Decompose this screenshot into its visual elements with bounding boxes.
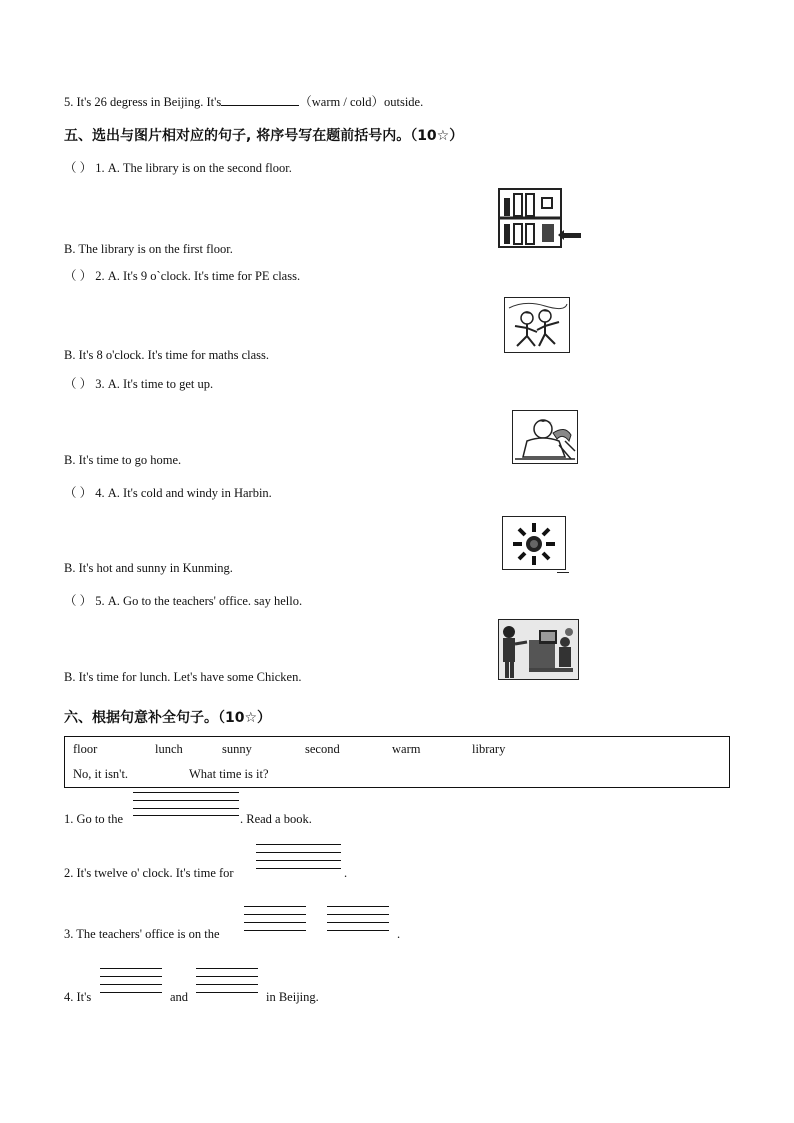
s5-item2-option-a: 2. A. It's 9 o`clock. It's time for PE class. bbox=[95, 269, 301, 283]
s5-item4-option-b: B. It's hot and sunny in Kunming. bbox=[64, 561, 233, 575]
s5-item1-option-b: B. The library is on the first floor. bbox=[64, 242, 233, 256]
s5-item5-bracket[interactable]: （ ） bbox=[64, 594, 93, 608]
s5-item5-option-b: B. It's time for lunch. Let's have some Chicken. bbox=[64, 670, 302, 684]
boy-waking-icon bbox=[512, 410, 578, 464]
s6-sentence4-middle: and bbox=[170, 990, 189, 1004]
s6-sentence4-before: 4. It's bbox=[64, 990, 92, 1004]
word-bank-floor: floor bbox=[73, 742, 98, 756]
s6-sentence4-blank-1[interactable] bbox=[100, 968, 162, 993]
s5-item2-a-line bbox=[64, 266, 300, 284]
s5-item5-a-line bbox=[64, 591, 302, 609]
s5-item3-bracket[interactable]: （ ） bbox=[64, 377, 93, 391]
s5-item3-option-b: B. It's time to go home. bbox=[64, 453, 182, 467]
s6-sentence3-blank-2[interactable] bbox=[327, 906, 389, 931]
s6-sentence4-blank-2[interactable] bbox=[196, 968, 258, 993]
s6-sentence2-before: 2. It's twelve o' clock. It's time for bbox=[64, 866, 234, 880]
s5-item2-bracket[interactable]: （ ） bbox=[64, 269, 93, 283]
s5-item5-option-a: 5. A. Go to the teachers' office. say hello. bbox=[95, 594, 303, 608]
sun-icon bbox=[502, 516, 566, 570]
prev-q5-before: 5. It's 26 degress in Beijing. It's bbox=[64, 95, 222, 109]
word-bank-lunch: lunch bbox=[155, 742, 183, 756]
library-building-icon bbox=[498, 188, 562, 248]
word-bank-library: library bbox=[472, 742, 506, 756]
sun-caption-mark bbox=[557, 572, 569, 573]
prev-q5-after: （warm / cold）outside. bbox=[299, 95, 424, 109]
prev-q5-blank[interactable] bbox=[221, 93, 299, 106]
s6-sentence1-before: 1. Go to the bbox=[64, 812, 124, 826]
s6-sentence3-after: . bbox=[397, 927, 401, 941]
word-bank-warm: warm bbox=[392, 742, 421, 756]
s5-item4-option-a: 4. A. It's cold and windy in Harbin. bbox=[95, 486, 272, 500]
s6-sentence4-after: in Beijing. bbox=[266, 990, 319, 1004]
s6-sentence2-blank[interactable] bbox=[256, 844, 341, 869]
s5-item1-bracket[interactable]: （ ） bbox=[64, 161, 93, 175]
s6-sentence2-after: . bbox=[344, 866, 348, 880]
word-bank-box bbox=[64, 736, 730, 788]
section6-title: 六、根据句意补全句子。（10☆） bbox=[64, 710, 272, 726]
word-bank-phrase-1: No, it isn't. bbox=[73, 767, 129, 781]
s6-sentence3-blank-1[interactable] bbox=[244, 906, 306, 931]
s5-item3-a-line bbox=[64, 374, 213, 392]
word-bank-phrase-2: What time is it? bbox=[189, 767, 269, 781]
section5-title: 五、选出与图片相对应的句子, 将序号写在题前括号内。（10☆） bbox=[64, 128, 464, 144]
s5-item3-option-a: 3. A. It's time to get up. bbox=[95, 377, 214, 391]
word-bank-second: second bbox=[305, 742, 340, 756]
s5-item1-a-line bbox=[64, 158, 292, 176]
s6-sentence1-after: . Read a book. bbox=[240, 812, 312, 826]
word-bank-sunny: sunny bbox=[222, 742, 252, 756]
s5-item4-a-line bbox=[64, 483, 272, 501]
running-kids-icon bbox=[504, 297, 570, 353]
s6-sentence1-blank[interactable] bbox=[133, 792, 239, 816]
s5-item2-option-b: B. It's 8 o'clock. It's time for maths class. bbox=[64, 348, 269, 362]
office-scene-icon bbox=[498, 619, 579, 680]
s5-item4-bracket[interactable]: （ ） bbox=[64, 486, 93, 500]
prev-question-5 bbox=[64, 92, 423, 110]
s6-sentence3-before: 3. The teachers' office is on the bbox=[64, 927, 220, 941]
s5-item1-option-a: 1. A. The library is on the second floor. bbox=[95, 161, 292, 175]
